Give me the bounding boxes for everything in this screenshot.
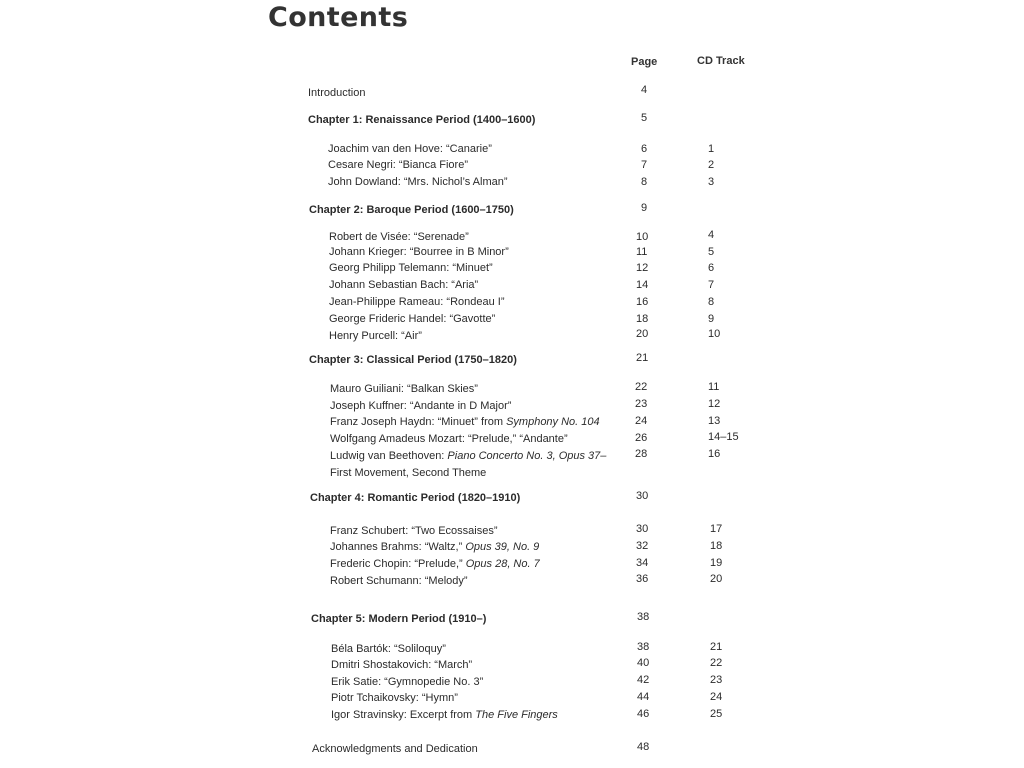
entry-cd-track: 14–15 [708,431,739,443]
entry-title: Wolfgang Amadeus Mozart: “Prelude,” “Andante” [330,433,568,445]
entry-cd-track: 21 [710,641,723,653]
page-title: Contents [268,2,409,33]
entry-title: Cesare Negri: “Bianca Fiore” [328,159,468,171]
entry-title-italic: Symphony No. 104 [506,416,600,428]
entry-title-part: Igor Stravinsky: Excerpt from [331,709,476,721]
entry-title [330,415,600,430]
entry-title-continuation: First Movement, Second Theme [330,467,487,479]
entry-title: Johann Krieger: “Bourree in B Minor” [329,246,509,258]
entry-page: 30 [636,523,649,535]
entry-title: Piotr Tchaikovsky: “Hymn” [331,692,458,704]
entry-title [331,708,558,723]
entry-title: Robert Schumann: “Melody” [330,575,468,587]
entry-title: Franz Schubert: “Two Ecossaises” [330,525,498,537]
chapter-page: 5 [641,112,648,124]
entry-page: 38 [637,641,650,653]
entry-page: 24 [635,415,648,427]
entry-page: 14 [636,279,649,291]
entry-title: Robert de Visée: “Serenade” [329,231,469,243]
entry-page: 36 [636,573,649,585]
chapter-page: 9 [641,202,648,214]
entry-title-italic: The Five Fingers [475,709,558,721]
entry-page: 6 [641,143,648,155]
entry-cd-track: 5 [708,246,715,258]
entry-page: 26 [635,432,648,444]
entry-cd-track: 23 [710,674,723,686]
entry-cd-track: 22 [710,657,723,669]
page-column-header: Page [631,56,658,68]
entry-cd-track: 3 [708,176,715,188]
entry-title-part: Ludwig van Beethoven: [330,450,448,462]
entry-page: 44 [637,691,650,703]
entry-page: 7 [641,159,648,171]
entry-page: 32 [636,540,649,552]
chapter-title: Chapter 2: Baroque Period (1600–1750) [309,204,514,216]
entry-cd-track: 20 [710,573,723,585]
entry-page: 4 [641,84,648,96]
entry-title: Dmitri Shostakovich: “March” [331,659,473,671]
entry-cd-track: 11 [708,381,720,393]
entry-title: Mauro Guiliani: “Balkan Skies” [330,383,478,395]
entry-title [330,540,539,555]
entry-cd-track: 25 [710,708,723,720]
entry-page: 28 [635,448,648,460]
entry-page: 46 [637,708,650,720]
entry-cd-track: 9 [708,313,715,325]
entry-page: 48 [637,741,650,753]
entry-cd-track: 18 [710,540,723,552]
entry-title-part: Frederic Chopin: “Prelude,” [330,558,466,570]
chapter-title: Chapter 1: Renaissance Period (1400–1600) [308,114,536,126]
entry-title: Introduction [308,87,366,99]
entry-title: George Frideric Handel: “Gavotte” [329,313,496,325]
entry-title-part: Johannes Brahms: “Waltz,” [330,541,466,553]
chapter-title: Chapter 5: Modern Period (1910–) [311,613,487,625]
entry-cd-track: 1 [708,143,715,155]
entry-cd-track: 13 [708,415,721,427]
entry-page: 42 [637,674,650,686]
entry-title: Jean-Philippe Rameau: “Rondeau I” [329,296,505,308]
entry-page: 12 [636,262,649,274]
entry-title: Joachim van den Hove: “Canarie” [328,143,492,155]
entry-cd-track: 7 [708,279,715,291]
entry-title: Joseph Kuffner: “Andante in D Major” [330,400,512,412]
entry-title: Georg Philipp Telemann: “Minuet” [329,262,493,274]
cd-track-column-header: CD Track [697,55,745,67]
entry-page: 16 [636,296,649,308]
entry-title: John Dowland: “Mrs. Nichol’s Alman” [328,176,508,188]
entry-page: 23 [635,398,648,410]
entry-cd-track: 17 [710,523,723,535]
entry-cd-track: 19 [710,557,723,569]
entry-page: 18 [636,313,649,325]
entry-title-italic: Opus 28, No. 7 [465,558,540,570]
entry-title-italic: Piano Concerto No. 3, Opus 37– [447,450,607,462]
entry-title-part: Franz Joseph Haydn: “Minuet” from [330,416,507,428]
entry-title [330,557,540,572]
entry-cd-track: 8 [708,296,715,308]
entry-page: 8 [641,176,648,188]
entry-cd-track: 16 [708,448,721,460]
entry-title [330,449,606,464]
entry-title: Acknowledgments and Dedication [312,743,478,755]
entry-cd-track: 10 [708,328,721,340]
entry-title-italic: Opus 39, No. 9 [465,541,540,553]
chapter-page: 30 [636,490,649,502]
entry-title: Henry Purcell: “Air” [329,330,422,342]
entry-page: 34 [636,557,649,569]
entry-cd-track: 4 [708,229,715,241]
chapter-title: Chapter 4: Romantic Period (1820–1910) [310,492,521,504]
entry-title: Johann Sebastian Bach: “Aria” [329,279,479,291]
entry-title: Erik Satie: “Gymnopedie No. 3” [331,676,484,688]
entry-cd-track: 2 [708,159,715,171]
entry-page: 10 [636,231,649,243]
entry-cd-track: 12 [708,398,721,410]
entry-page: 11 [636,246,648,258]
entry-cd-track: 24 [710,691,723,703]
chapter-title: Chapter 3: Classical Period (1750–1820) [309,354,517,366]
chapter-page: 21 [636,352,649,364]
chapter-page: 38 [637,611,650,623]
entry-title: Béla Bartók: “Soliloquy” [331,643,446,655]
entry-page: 20 [636,328,649,340]
entry-cd-track: 6 [708,262,715,274]
entry-page: 22 [635,381,648,393]
entry-page: 40 [637,657,650,669]
